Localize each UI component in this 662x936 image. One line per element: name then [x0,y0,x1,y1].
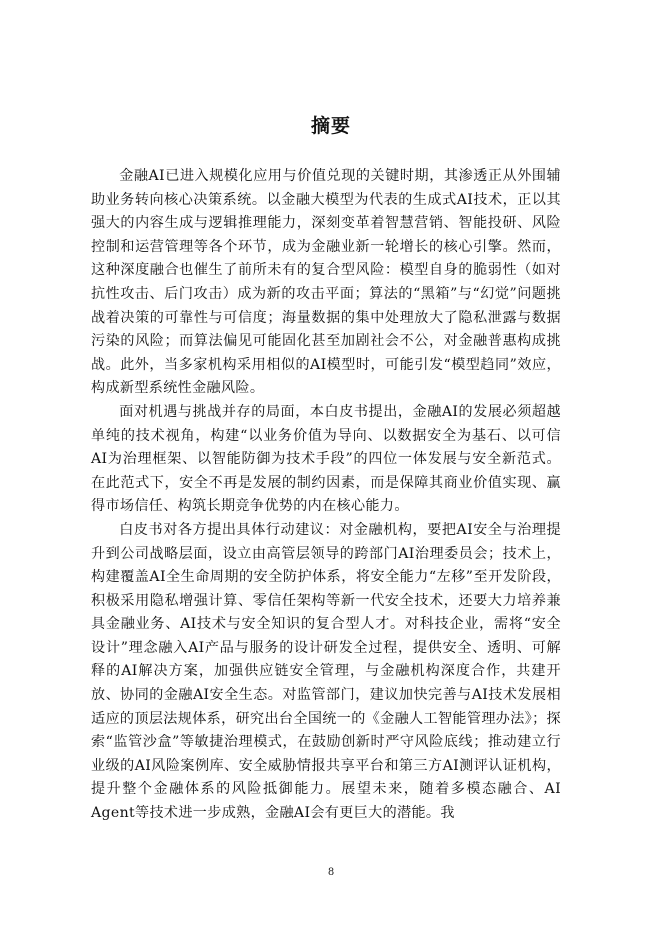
page-title: 摘要 [310,115,351,137]
paragraph-2: 面对机遇与挑战并存的局面，本白皮书提出，金融AI的发展必须超越单纯的技术视角，构建“以业务价值为导向、以数据安全为基石、以可信AI为治理框架、以智能防御为技术手段”的四位一体发展与安全新范式。在此范式下，安全不再是发展的制约因素，而是保障其商业价值实现、赢得市场信任、构筑长期竞争优势的内在核心能力。 [91,403,561,515]
paragraph-3: 白皮书对各方提出具体行动建议：对金融机构，要把AI安全与治理提升到公司战略层面，设立由高管层领导的跨部门AI治理委员会；技术上，构建覆盖AI全生命周期的安全防护体系，将安全能力“左移”至开发阶段，积极采用隐私增强计算、零信任架构等新一代安全技术，还要大力培养兼具金融业务、AI技术与安全知识的复合型人才。对科技企业，需将“安全设计”理念融入AI产品与服务的设计研发全过程，提供安全、透明、可解释的AI解决方案，加强供应链安全管理，与金融机构深度合作，共建开放、协同的金融AI安全生态。对监管部门，建议加快完善与AI技术发展相适应的顶层法规体系，研究出台全国统一的《金融人工智能管理办法》；探索“监管沙盒”等敏捷治理模式，在鼓励创新时严守风险底线；推动建立行业级的AI风险案例库、安全威胁情报共享平台和第三方AI测评认证机构，提升整个金融体系的风险抵御能力。展望未来，随着多模态融合、AI Agent等技术进一步成熟，金融AI会有更巨大的潜能。我 [91,521,561,822]
abstract-body [91,165,561,826]
page-number: 8 [327,867,335,878]
paragraph-1: 金融AI已进入规模化应用与价值兑现的关键时期，其渗透正从外围辅助业务转向核心决策系统。以金融大模型为代表的生成式AI技术，正以其强大的内容生成与逻辑推理能力，深刻变革着智慧营销、智能投研、风险控制和运营管理等各个环节，成为金融业新一轮增长的核心引擎。然而，这种深度融合也催生了前所未有的复合型风险：模型自身的脆弱性（如对抗性攻击、后门攻击）成为新的攻击平面；算法的“黑箱”与“幻觉”问题挑战着决策的可靠性与可信度；海量数据的集中处理放大了隐私泄露与数据污染的风险；而算法偏见可能固化甚至加剧社会不公，对金融普惠构成挑战。此外，当多家机构采用相似的AI模型时，可能引发“模型趋同”效应，构成新型系统性金融风险。 [91,168,561,397]
